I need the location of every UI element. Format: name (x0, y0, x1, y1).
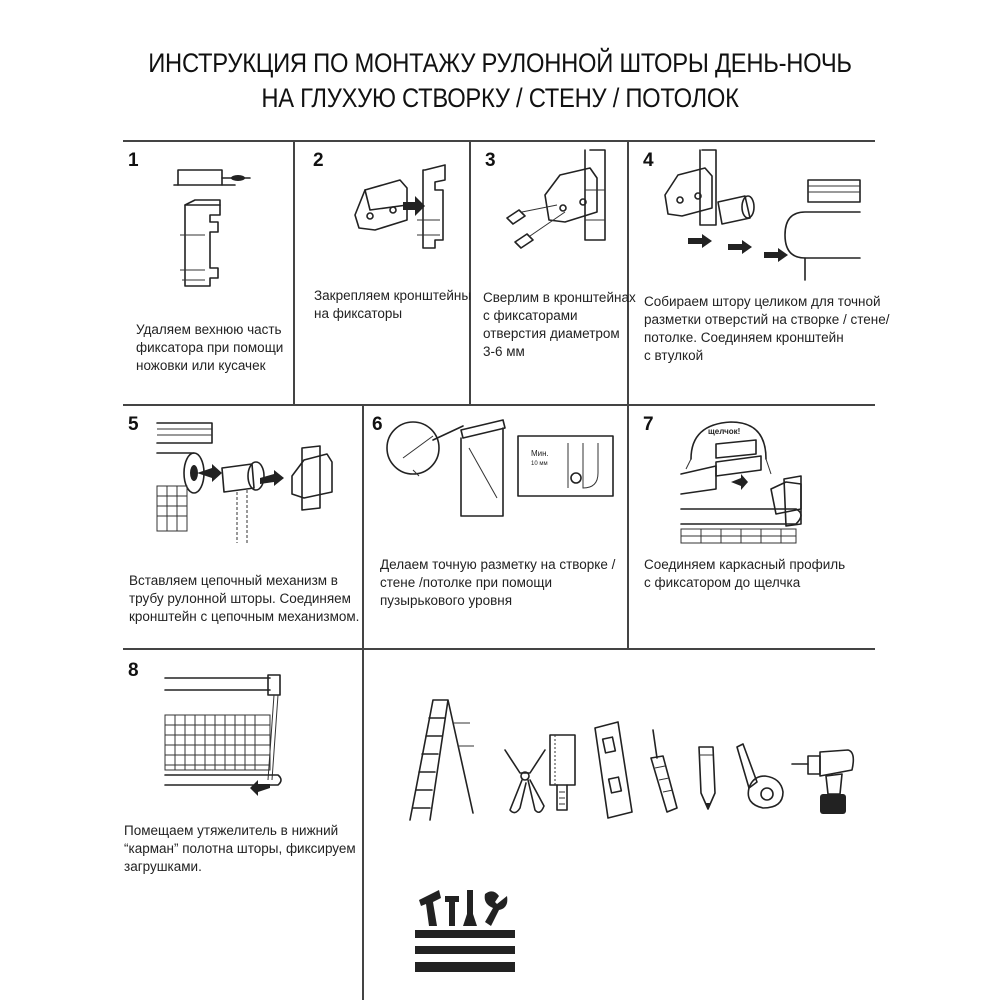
divider-top (123, 140, 875, 142)
step-6-illustration (383, 418, 623, 528)
step-number: 5 (128, 414, 139, 435)
step-caption: Удаляем вехнюю часть фиксатора при помощи ножовки или кусачек (136, 322, 284, 373)
divider-col (469, 140, 471, 404)
page-title-line-2: НА ГЛУХУЮ СТВОРКУ / СТЕНУ / ПОТОЛОК (261, 83, 739, 113)
step-number: 6 (372, 414, 383, 435)
step-8-illustration (160, 670, 310, 800)
step-caption: Помещаем утяжелитель в нижний “карман” полотна шторы, фиксируем загрушками. (124, 823, 356, 874)
page-title-line-1: ИНСТРУКЦИЯ ПО МОНТАЖУ РУЛОННОЙ ШТОРЫ ДЕНЬ-НОЧЬ (148, 48, 852, 78)
step-caption: Соединяем каркасный профиль с фиксатором до щелчка (644, 557, 846, 590)
min-value: 10 мм (531, 461, 548, 467)
step-2-illustration (345, 160, 465, 260)
step-1-illustration (160, 160, 260, 300)
divider-col (362, 404, 364, 1000)
step-4-illustration (660, 150, 860, 280)
tape-measure-icon (735, 742, 790, 812)
step-caption: Закрепляем кронштейны на фиксаторы (314, 288, 472, 321)
step-caption: Собираем штору целиком для точной разметки отверстий на створке / стене/ потолке. Соединяем кронштейн с втулкой (644, 294, 890, 363)
step-caption: Делаем точную разметку на створке / стене /потолке при помощи пузырькового уровня (380, 557, 616, 608)
ladder-icon (408, 698, 478, 823)
step-caption: Сверлим в кронштейнах с фиксаторами отверстия диаметром 3-6 мм (483, 290, 636, 359)
screwdriver-icon (645, 728, 685, 813)
step-number: 7 (643, 414, 654, 435)
pliers-icon (500, 748, 550, 818)
divider-col (627, 140, 629, 648)
step-number: 1 (128, 150, 139, 171)
step-number: 3 (485, 150, 496, 171)
divider-row-1 (123, 404, 875, 406)
level-icon (590, 720, 635, 820)
step-caption: Вставляем цепочный механизм в трубу рулонной шторы. Соединяем кронштейн с цепочным механизмом. (129, 573, 360, 624)
step-7-illustration (676, 414, 876, 544)
pencil-icon (695, 745, 725, 815)
step-3-illustration (505, 150, 625, 260)
step-5-illustration (152, 418, 352, 548)
divider-row-2 (123, 648, 875, 650)
drill-icon (790, 742, 860, 817)
toolbox-logo-icon (415, 888, 525, 978)
min-label: Мин. (531, 449, 549, 458)
step-number: 8 (128, 660, 139, 681)
step-number: 2 (313, 150, 324, 171)
divider-col (293, 140, 295, 404)
hacksaw-icon (545, 730, 585, 815)
step-number: 4 (643, 150, 654, 171)
click-label: щелчок! (708, 427, 741, 436)
